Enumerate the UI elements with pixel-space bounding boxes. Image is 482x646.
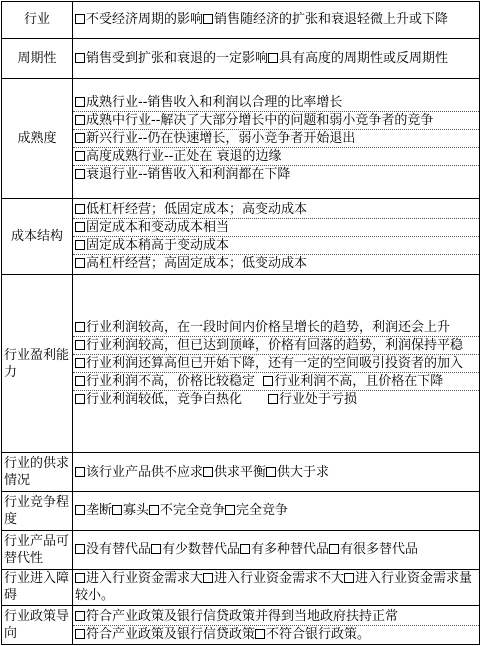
checkbox[interactable]	[329, 544, 339, 554]
checkbox[interactable]	[75, 169, 85, 179]
row-label: 行业盈利能力	[2, 275, 73, 453]
row-competition	[2, 492, 480, 531]
option-label: 行业利润不高，价格比较稳定	[86, 374, 256, 390]
option-label: 行业利润还算高但已开始下降，还有一定的空间吸引投资者的加入	[86, 356, 464, 372]
row-maturity	[2, 79, 480, 198]
option-label: 固定成本稍高于变动成本	[86, 237, 230, 253]
option-label: 销售受到扩张和衰退的一定影响	[86, 51, 269, 67]
option-label: 成熟行业--销售收入和利润以合理的比率增长	[86, 95, 343, 111]
row-entry-barriers	[2, 569, 480, 606]
checkbox[interactable]	[263, 376, 273, 386]
option-label: 高度成熟行业--正处在 衰退的边缘	[86, 149, 282, 165]
checkbox[interactable]	[240, 544, 250, 554]
industry-assessment-table	[1, 1, 480, 645]
checkbox[interactable]	[268, 53, 278, 63]
row-cyclicality	[2, 38, 480, 79]
option-line	[73, 112, 479, 130]
checkbox[interactable]	[75, 14, 85, 24]
checkbox[interactable]	[266, 467, 276, 477]
option-line	[73, 50, 479, 67]
option-label: 行业利润较低，竞争白热化	[86, 392, 243, 408]
checkbox[interactable]	[149, 505, 159, 515]
row-label: 行业	[2, 2, 73, 39]
row-substitutability	[2, 530, 480, 569]
option-label: 行业利润较高，但已达到顶峰，价格有回落的趋势，利润保持平稳	[86, 338, 464, 354]
option-line	[73, 94, 479, 112]
checkbox[interactable]	[75, 394, 85, 404]
option-label: 行业处于亏损	[279, 392, 358, 408]
option-label: 有少数替代品	[162, 542, 241, 558]
checkbox[interactable]	[75, 376, 85, 386]
checkbox[interactable]	[203, 467, 213, 477]
checkbox[interactable]	[75, 358, 85, 368]
checkbox[interactable]	[255, 629, 265, 639]
row-label: 行业政策导向	[2, 606, 73, 645]
option-label: 不符合银行政策。	[266, 626, 371, 642]
row-profitability	[2, 275, 480, 453]
option-label: 具有高度的周期性或反周期性	[279, 51, 449, 67]
option-line	[73, 541, 479, 558]
checkbox[interactable]	[75, 544, 85, 554]
option-line	[73, 130, 479, 148]
row-policy-guidance	[2, 606, 480, 645]
row-cost-structure	[2, 198, 480, 274]
option-line	[73, 255, 479, 272]
row-label: 行业的供求情况	[2, 453, 73, 492]
option-line	[73, 11, 479, 28]
checkbox[interactable]	[75, 629, 85, 639]
option-label: 符合产业政策及银行信贷政策	[86, 626, 256, 642]
checkbox[interactable]	[203, 14, 213, 24]
option-group	[73, 198, 480, 274]
option-label: 供求平衡	[214, 464, 267, 480]
option-label: 有多种替代品	[251, 542, 330, 558]
option-label: 行业利润较高，在一段时间内价格呈增长的趋势，利润还会上升	[86, 320, 451, 336]
row-label: 周期性	[2, 38, 73, 79]
option-label: 衰退行业--销售收入和利润都在下降	[86, 167, 291, 183]
checkbox[interactable]	[75, 222, 85, 232]
option-line	[73, 148, 479, 166]
option-label: 进入行业资金需求不大	[214, 571, 345, 587]
option-group	[73, 275, 480, 453]
checkbox[interactable]	[75, 467, 85, 477]
checkbox[interactable]	[203, 573, 213, 583]
option-label: 不受经济周期的影响	[86, 12, 204, 28]
option-group	[73, 453, 480, 492]
checkbox[interactable]	[225, 505, 235, 515]
row-label: 行业产品可替代性	[2, 530, 73, 569]
row-label: 行业进入障碍	[2, 569, 73, 606]
checkbox[interactable]	[75, 240, 85, 250]
option-group	[73, 606, 480, 645]
checkbox[interactable]	[75, 53, 85, 63]
option-line	[73, 626, 479, 643]
option-label: 新兴行业--仍在快速增长，弱小竞争者开始退出	[86, 131, 356, 147]
option-label: 低杠杆经营；低固定成本；高变动成本	[86, 201, 308, 217]
option-label: 不完全竞争	[160, 503, 226, 519]
option-line	[73, 373, 479, 391]
checkbox[interactable]	[75, 204, 85, 214]
row-supply-demand	[2, 453, 480, 492]
option-line	[73, 201, 479, 219]
checkbox[interactable]	[75, 115, 85, 125]
option-group	[73, 79, 480, 198]
option-line	[73, 219, 479, 237]
option-line	[73, 355, 479, 373]
option-line	[73, 166, 479, 183]
option-label: 垄断	[86, 503, 113, 519]
option-line	[73, 608, 479, 626]
option-label: 没有替代品	[86, 542, 152, 558]
option-group	[73, 569, 480, 606]
option-label: 销售随经济的扩张和衰退轻微上升或下降	[214, 12, 449, 28]
option-label: 进入行业资金需求量较小。	[75, 571, 473, 604]
option-label: 行业利润不高，且价格在下降	[274, 374, 444, 390]
option-line	[73, 391, 479, 408]
checkbox[interactable]	[75, 322, 85, 332]
row-label: 成熟度	[2, 79, 73, 198]
row-label: 行业竞争程度	[2, 492, 73, 531]
option-label: 寡头	[123, 503, 150, 519]
option-line	[73, 237, 479, 255]
option-label: 进入行业资金需求大	[86, 571, 204, 587]
option-line	[73, 464, 479, 481]
checkbox[interactable]	[75, 611, 85, 621]
option-label: 供大于求	[277, 464, 330, 480]
checkbox[interactable]	[268, 394, 278, 404]
option-group	[73, 492, 480, 531]
checkbox[interactable]	[75, 505, 85, 515]
option-line	[73, 502, 479, 519]
option-group	[73, 530, 480, 569]
option-line	[73, 337, 479, 355]
row-industry	[2, 2, 480, 39]
option-line	[73, 319, 479, 337]
checkbox[interactable]	[151, 544, 161, 554]
checkbox[interactable]	[75, 133, 85, 143]
option-group	[73, 2, 480, 39]
checkbox[interactable]	[75, 340, 85, 350]
option-label: 该行业产品供不应求	[86, 464, 204, 480]
checkbox[interactable]	[75, 258, 85, 268]
checkbox[interactable]	[75, 151, 85, 161]
option-label: 成熟中行业--解决了大部分增长中的问题和弱小竞争者的竞争	[86, 113, 434, 129]
option-label: 有很多替代品	[340, 542, 419, 558]
option-label: 固定成本和变动成本相当	[86, 219, 230, 235]
checkbox[interactable]	[75, 97, 85, 107]
checkbox[interactable]	[112, 505, 122, 515]
row-label: 成本结构	[2, 198, 73, 274]
checkbox[interactable]	[75, 573, 85, 583]
checkbox[interactable]	[344, 573, 354, 583]
option-label: 完全竞争	[236, 503, 289, 519]
option-group	[73, 38, 480, 79]
option-label: 符合产业政策及银行信贷政策并得到当地政府扶持正常	[86, 608, 399, 624]
option-line	[73, 570, 479, 604]
option-label: 高杠杆经营；高固定成本；低变动成本	[86, 255, 308, 271]
